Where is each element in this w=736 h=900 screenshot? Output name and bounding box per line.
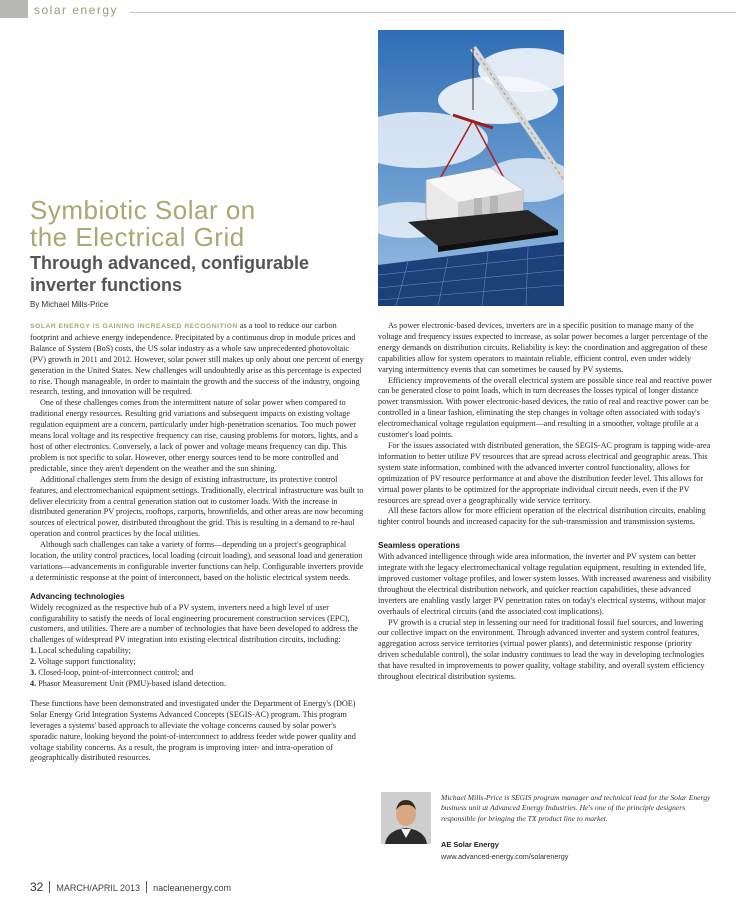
company-url[interactable]: www.advanced-energy.com/solarenergy bbox=[441, 852, 569, 861]
author-bio: Michael Mills-Price is SEGIS program manager and technical lead for the Solar Energy business unit at Advanced Energy Industries. He's one of the principle designers responsible for bringing the TX product line to market. bbox=[441, 793, 711, 823]
paragraph bbox=[30, 321, 364, 398]
subheading-advancing: Advancing technologies bbox=[30, 591, 125, 601]
section-header bbox=[0, 0, 736, 22]
paragraph: Additional challenges stem from the design of existing infrastructure, its protective control features, and electromechanical equipment settings. Traditionally, electrical infrastructure was built to deliver electricity from a central generation station out to customer loads. With the increase in distributed generation PV projects, rooftops, carports, brownfields, and other areas are now becoming sources of electrical power, distributed throughout the grid. This is resulting in a demand to re-haul operation and control practices by the local utilities. bbox=[30, 474, 364, 539]
list-item: 3. Closed-loop, point-of-interconnect control; and bbox=[30, 668, 194, 678]
section-rule bbox=[130, 12, 736, 13]
paragraph: With advanced intelligence through wide area information, the inverter and PV system can better integrate with the legacy electromechanical voltage regulation equipment, resulting in extended life, improved customer voltage profiles, and lower system losses. With increased awareness and visibility throughout the electrical distribution network, and quicker reaction capabilities, these advanced inverters are enabling vastly larger PV penetration rates on today's electrical systems, without major overhauls of electrical circuits (and the associated cost implications). bbox=[378, 552, 712, 616]
lead-in: SOLAR ENERGY IS GAINING INCREASED RECOGNITION bbox=[30, 323, 238, 330]
paragraph: One of these challenges comes from the intermittent nature of solar power when compared to traditional energy resources. Resulting grid variations and subsequent impacts on existing voltage regulation equipment are a concern, particularly under high-penetration scenarios. Too much power means local voltage and its respective frequency can rise, causing problems for motors, lights, and a host of other electronics. Conversely, a lack of power and voltage means frequency can dip. This problem is not specific to solar. However, other energy sources tend to be more controlled and predictable, since they aren't dependent on the weather and the sun shining. bbox=[30, 398, 358, 473]
function-list bbox=[30, 646, 364, 690]
page-number: 32 bbox=[30, 880, 44, 894]
company-name: AE Solar Energy bbox=[441, 840, 499, 849]
site-url[interactable]: nacleanenergy.com bbox=[153, 883, 231, 893]
paragraph: These functions have been demonstrated and investigated under the Department of Energy's (DOE) Solar Energy Grid Integration Systems Advanced Concepts (SEGIS-AC) program. This program leverages a systems' based approach to alleviate the voltage concerns caused by solar power's sporadic nature, looking beyond the point-of-interconnect to address feeder wide power quality and voltage stability concerns. As a result, the program is improving inter- and intra-operation of geographically distributed resources. bbox=[30, 698, 356, 763]
paragraph: All these factors allow for more efficient operation of the electrical distribution circuits, enabling tighter control bounds and increased capacity for the sub-transmission and transmission systems. bbox=[378, 506, 706, 527]
article-subtitle: Through advanced, configurable inverter functions bbox=[30, 253, 310, 295]
title-line-2: the Electrical Grid bbox=[30, 222, 245, 252]
footer-divider bbox=[49, 881, 50, 893]
paragraph: Widely recognized as the respective hub of a PV system, inverters need a high level of user configurability to satisfy the needs of local engineering procurement construction services (EPC), customers, and utilities. There are a number of technologies that have been developed to address the challenges of widespread PV integration into existing electrical distribution circuits, including: bbox=[30, 602, 358, 645]
paragraph: Although such challenges can take a variety of forms—depending on a project's geographical location, the utility control practices, local loading (circuit loading), and seasonal load and generation variations—advancements in configurable inverter functions can help. Configurable inverters provide a deterministic response at the point of interconnect, based on the holistic electrical system needs. bbox=[30, 540, 364, 582]
crane-inverter-photo bbox=[378, 30, 564, 306]
page-footer bbox=[30, 880, 231, 894]
section-tab-block bbox=[0, 0, 28, 18]
footer-divider bbox=[146, 881, 147, 893]
subheading-seamless: Seamless operations bbox=[378, 541, 460, 551]
list-item: 2. Voltage support functionality; bbox=[30, 657, 136, 667]
paragraph: For the issues associated with distributed generation, the SEGIS-AC program is tapping wide-area information to better utilize PV resources that are spread across electrical and geographic areas. This system state information, combined with the advanced inverter control functionality, allows for optimization of PV resource performance at and above the distribution feeder level. This allows for virtual power plants to be optimized for the appropriate individual circuit needs, even if the PV resources are spread over a geographically wide service territory. bbox=[378, 440, 711, 505]
section-label: solar energy bbox=[34, 3, 119, 17]
author-portrait bbox=[381, 792, 431, 844]
article-title bbox=[30, 197, 370, 251]
list-item: 4. Phasor Measurement Unit (PMU)-based island detection. bbox=[30, 679, 227, 688]
paragraph-text: as a tool to reduce our carbon footprint and achieve energy independence. Precipitated by a continuous drop in module prices and Balance of System (BoS) costs, the US solar industry as a whole saw unprecedented photovoltaic (PV) growth in 2011 and 2012. However, solar power still makes up only about one percent of energy generation in the United States. New challenges will undoubtedly arise as this percentage is expected to rise. Though manageable, in order to maintain the growth and the success of the industry, ongoing research, testing, and innovation will be required. bbox=[30, 321, 364, 397]
paragraph: As power electronic-based devices, inverters are in a specific position to manage many of the voltage and frequency issues expected to increase, as solar power becomes a larger percentage of the energy demands on distribution circuits. Reliability is key: the coordination and aggregation of these capabilities allow for system operators to maintain reliable, efficient control, even under widely varying intermittency events that can sometimes be caused by PV systems. bbox=[378, 321, 708, 374]
paragraph: Efficiency improvements of the overall electrical system are possible since real and reactive power can be generated close to point loads, which in turn decreases the losses typical of longer distance power transmission. With power electronic-based devices, the ratio of real and reactive power can be controlled in a linear fashion, eliminating the step changes in voltage often associated with today's electromechanical voltage regulation equipment—and resulting in a smoother, voltage profile at a customer's load points. bbox=[378, 375, 712, 440]
list-item: 1. Local scheduling capability; bbox=[30, 646, 131, 656]
paragraph: PV growth is a crucial step in lessening our need for traditional fossil fuel sources, and lowering our collective impact on the environment. Through advanced inverter and system control features, aggregation across service territories (virtual power plants), and deterministic response (priority driven schedulable control), the solar industry continues to lead the way in developing technologies that have resulted in improvements to power quality, voltage stability, and overall system efficiency throughout electrical distribution systems. bbox=[378, 617, 705, 682]
title-line-1: Symbiotic Solar on bbox=[30, 195, 256, 225]
byline: By Michael Mills-Price bbox=[30, 300, 109, 309]
left-column bbox=[30, 321, 364, 764]
issue-date: MARCH/APRIL 2013 bbox=[56, 883, 141, 893]
right-column bbox=[378, 321, 714, 683]
